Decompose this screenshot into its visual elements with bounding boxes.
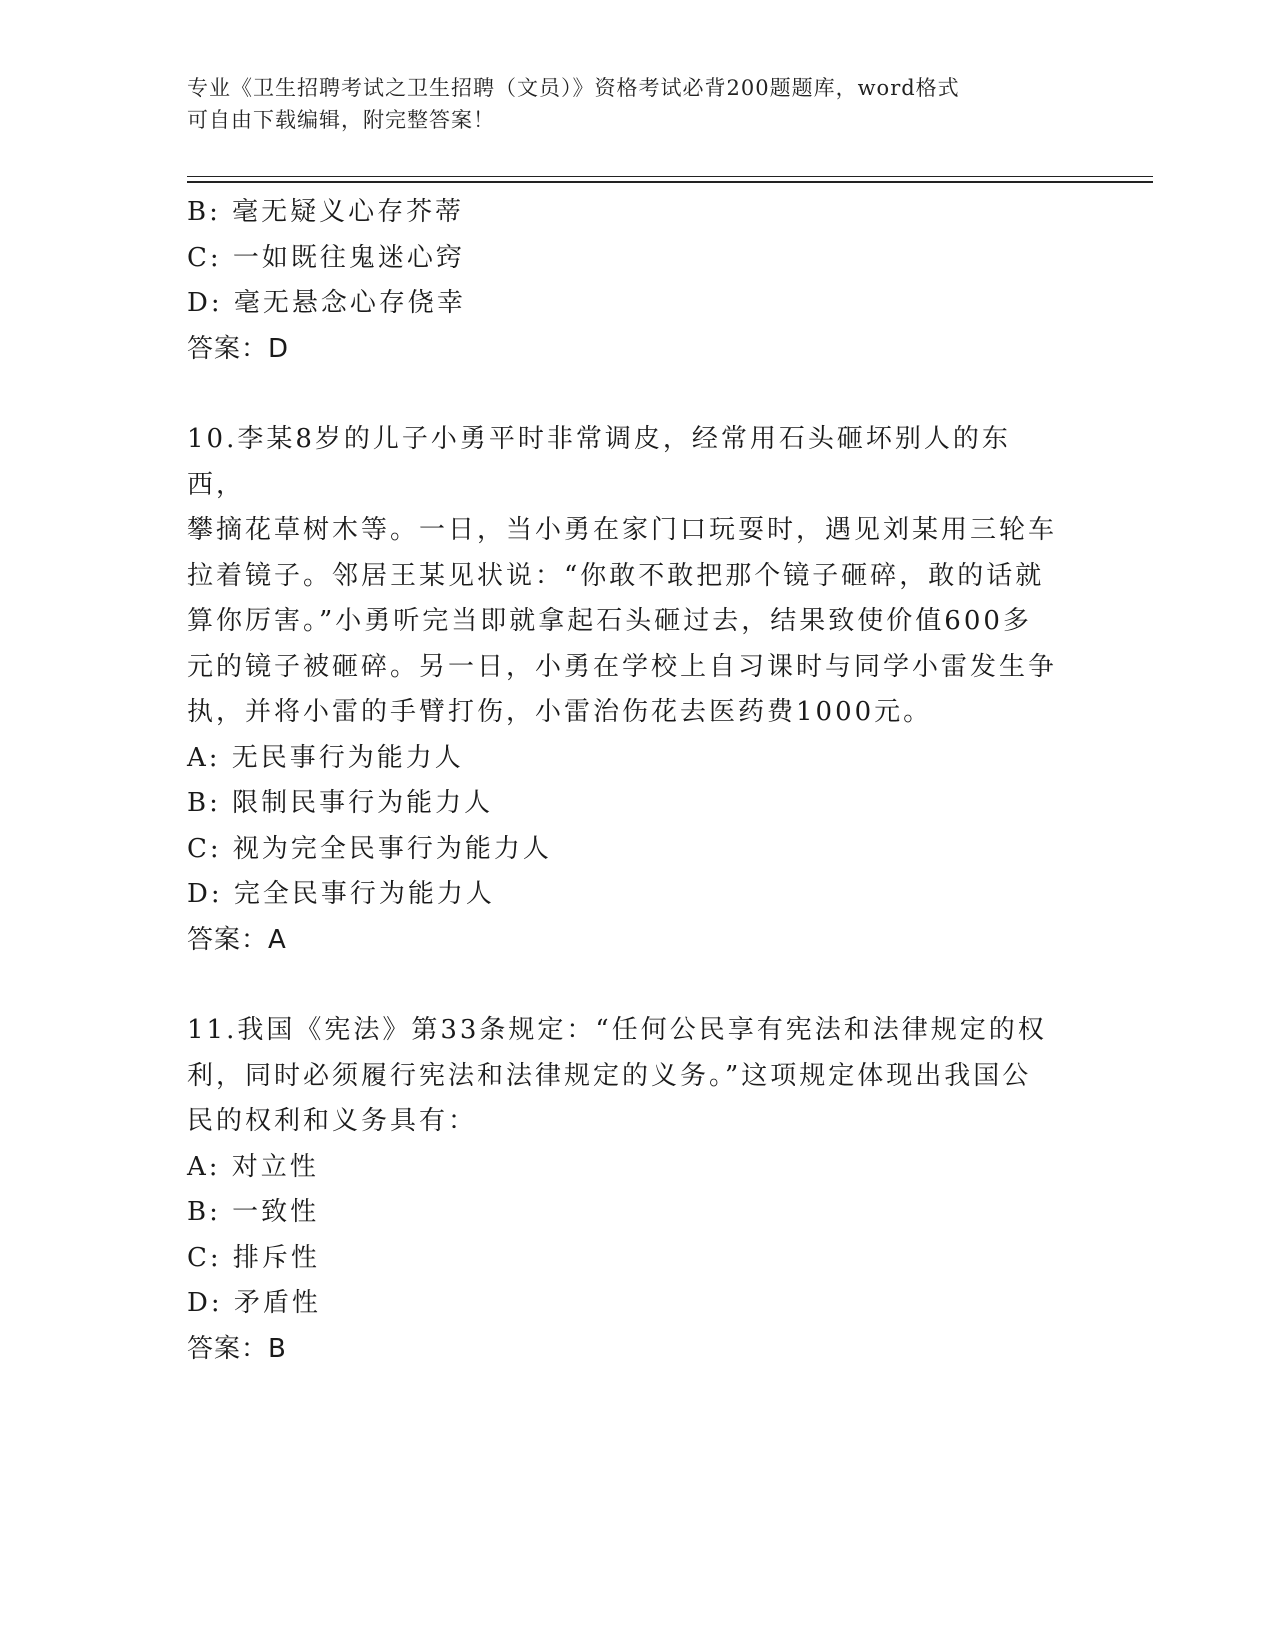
- header-divider-thick: [187, 181, 1153, 183]
- answer-line: 答案：D: [187, 333, 290, 364]
- header-divider-thin: [187, 176, 1153, 177]
- question-stem-line: 元的镜子被砸碎。另一日，小勇在学校上自习课时与同学小雷发生争: [187, 651, 1058, 682]
- option-c: C: 一如既往鬼迷心窍: [187, 242, 465, 273]
- option-a: A: 无民事行为能力人: [187, 742, 464, 773]
- option-d: D: 毫无悬念心存侥幸: [187, 288, 466, 318]
- option-b: B: 毫无疑义心存芥蒂: [187, 197, 465, 227]
- question-10: [187, 417, 1067, 963]
- question-11: [187, 1008, 1067, 1372]
- question-stem-line: 利，同时必须履行宪法和法律规定的义务。”这项规定体现出我国公: [187, 1060, 1032, 1091]
- question-stem-line: 算你厉害。”小勇听完当即就拿起石头砸过去，结果致使价值600多: [187, 606, 1032, 636]
- option-d: D: 矛盾性: [187, 1288, 321, 1318]
- header-line-1: 专业《卫生招聘考试之卫生招聘（文员）》资格考试必背200题题库，word格式: [187, 76, 960, 100]
- option-a: A: 对立性: [187, 1151, 319, 1182]
- document-header: [187, 72, 1067, 136]
- option-d: D: 完全民事行为能力人: [187, 879, 495, 909]
- question-stem-line: 攀摘花草树木等。一日，当小勇在家门口玩耍时，遇见刘某用三轮车: [187, 515, 1058, 545]
- question-stem-line: 执，并将小雷的手臂打伤，小雷治伤花去医药费1000元。: [187, 697, 933, 727]
- question-stem-line: 11.我国《宪法》第33条规定：“任何公民享有宪法和法律规定的权: [187, 1015, 1047, 1045]
- option-b: B: 一致性: [187, 1197, 320, 1227]
- option-c: C: 排斥性: [187, 1242, 320, 1273]
- question-9-tail: [187, 190, 1067, 372]
- question-stem-line: 10.李某8岁的儿子小勇平时非常调皮，经常用石头砸坏别人的东西，: [187, 424, 1011, 500]
- header-line-2: 可自由下载编辑，附完整答案！: [187, 108, 495, 132]
- option-c: C: 视为完全民事行为能力人: [187, 833, 552, 864]
- document-body: [187, 190, 1067, 1372]
- answer-line: 答案：B: [187, 1333, 287, 1364]
- question-stem-line: 拉着镜子。邻居王某见状说：“你敢不敢把那个镜子砸碎，敢的话就: [187, 560, 1045, 591]
- option-b: B: 限制民事行为能力人: [187, 788, 494, 818]
- spacer: [187, 372, 1067, 417]
- question-stem-line: 民的权利和义务具有：: [187, 1106, 478, 1136]
- answer-line: 答案：A: [187, 924, 287, 955]
- spacer: [187, 963, 1067, 1008]
